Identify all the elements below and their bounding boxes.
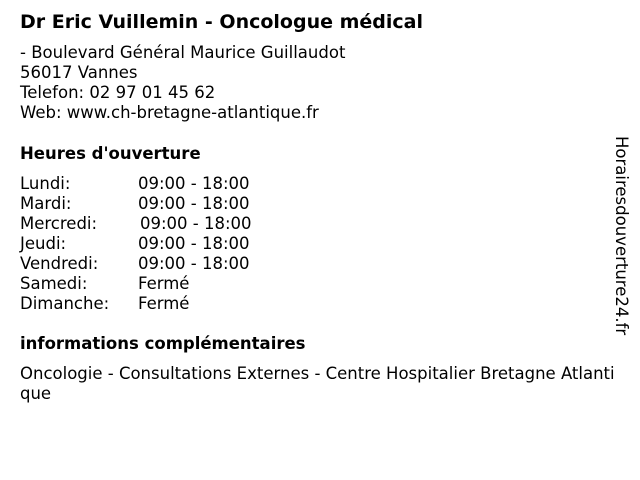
watermark-text: Horairesdouverture24.fr (612, 136, 631, 336)
city-postcode: 56017 Vannes (20, 63, 138, 82)
time-value: 09:00 - 18:00 (138, 234, 250, 253)
time-value: 09:00 - 18:00 (138, 254, 250, 273)
time-value: 09:00 - 18:00 (138, 194, 250, 213)
opening-hours-heading: Heures d'ouverture (20, 144, 201, 163)
page-title: Dr Eric Vuillemin - Oncologue médical (20, 11, 424, 33)
time-value: 09:00 - 18:00 (138, 174, 250, 193)
day-label: Vendredi: (20, 254, 99, 273)
day-label: Jeudi: (20, 234, 67, 253)
day-label: Mercredi: (20, 214, 98, 233)
day-label: Samedi: (20, 274, 88, 293)
time-value: Fermé (138, 294, 190, 313)
time-value: 09:00 - 18:00 (140, 214, 252, 233)
additional-info-heading: informations complémentaires (20, 334, 306, 353)
day-label: Lundi: (20, 174, 71, 193)
time-value: Fermé (138, 274, 190, 293)
day-label: Dimanche: (20, 294, 110, 313)
contact-block (20, 43, 345, 123)
day-label: Mardi: (20, 194, 72, 213)
additional-info-text: Oncologie - Consultations Externes - Centre Hospitalier Bretagne Atlantique (20, 364, 615, 403)
phone-number: Telefon: 02 97 01 45 62 (20, 83, 216, 102)
website-text: Web: www.ch-bretagne-atlantique.fr (20, 103, 319, 122)
site-watermark (611, 136, 635, 342)
street-address: - Boulevard Général Maurice Guillaudot (20, 43, 346, 62)
